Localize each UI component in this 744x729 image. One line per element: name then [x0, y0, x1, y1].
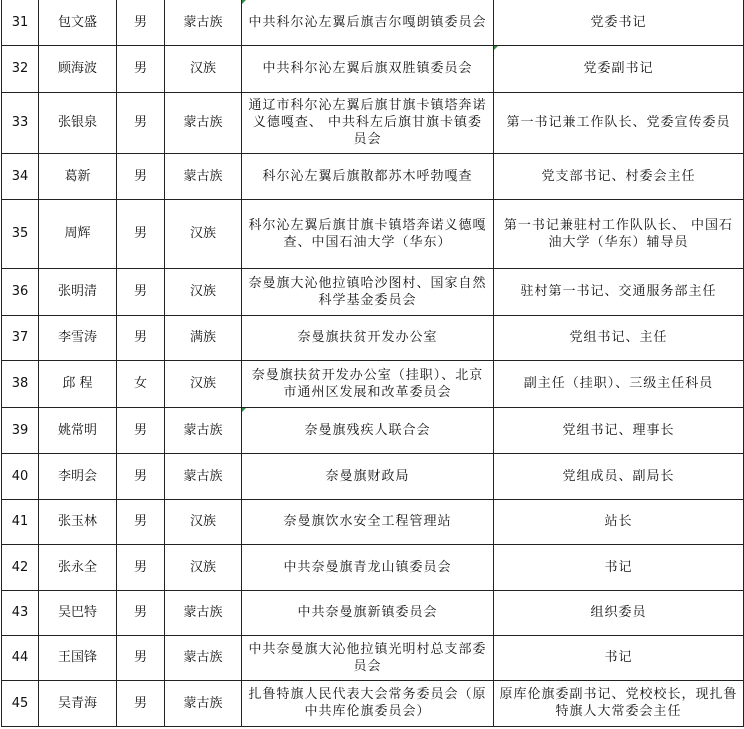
gender: 男: [117, 635, 165, 680]
person-name: 王国锋: [39, 635, 117, 680]
work-unit: 奈曼旗扶贫开发办公室（挂职）、北京市通州区发展和改革委员会: [242, 360, 494, 407]
work-unit: 中共奈曼旗大沁他拉镇光明村总支部委员会: [242, 635, 494, 680]
position: 党组书记、理事长: [494, 407, 744, 453]
person-name: 姚常明: [39, 407, 117, 453]
gender: 男: [117, 199, 165, 268]
ethnicity: 汉族: [165, 499, 242, 544]
row-number: 31: [2, 0, 39, 45]
work-unit: 扎鲁特旗人民代表大会常务委员会（原中共库伦旗委员会）: [242, 680, 494, 726]
gender: 男: [117, 680, 165, 726]
person-name: 张银泉: [39, 92, 117, 153]
table-row: [2, 315, 744, 360]
gender: 男: [117, 590, 165, 635]
gender: 男: [117, 499, 165, 544]
position: 原库伦旗委副书记、党校校长，现扎鲁特旗人大常委会主任: [494, 680, 744, 726]
table-row: [2, 199, 744, 268]
ethnicity: 汉族: [165, 268, 242, 315]
position: 党组书记、主任: [494, 315, 744, 360]
work-unit: 奈曼旗饮水安全工程管理站: [242, 499, 494, 544]
work-unit: 科尔沁左翼后旗甘旗卡镇塔奔诺义德嘎查、中国石油大学（华东）: [242, 199, 494, 268]
person-name: 李雪涛: [39, 315, 117, 360]
row-number: 45: [2, 680, 39, 726]
work-unit: 奈曼旗大沁他拉镇哈沙图村、国家自然科学基金委员会: [242, 268, 494, 315]
person-name: 吴青海: [39, 680, 117, 726]
ethnicity: 汉族: [165, 199, 242, 268]
row-number: 34: [2, 153, 39, 199]
ethnicity: 蒙古族: [165, 590, 242, 635]
position: 党委书记: [494, 0, 744, 45]
position: 第一书记兼驻村工作队队长、 中国石油大学（华东）辅导员: [494, 199, 744, 268]
table-row: [2, 45, 744, 92]
person-name: 顾海波: [39, 45, 117, 92]
ethnicity: 蒙古族: [165, 680, 242, 726]
row-number: 41: [2, 499, 39, 544]
work-unit: 奈曼旗财政局: [242, 453, 494, 499]
work-unit: 中共科尔沁左翼后旗双胜镇委员会: [242, 45, 494, 92]
table-row: [2, 0, 744, 45]
ethnicity: 蒙古族: [165, 92, 242, 153]
row-number: 37: [2, 315, 39, 360]
row-number: 36: [2, 268, 39, 315]
table-row: [2, 499, 744, 544]
person-name: 张永全: [39, 544, 117, 590]
gender: 男: [117, 453, 165, 499]
position: 驻村第一书记、交通服务部主任: [494, 268, 744, 315]
ethnicity: 蒙古族: [165, 0, 242, 45]
table-row: [2, 590, 744, 635]
position: 第一书记兼工作队长、党委宣传委员: [494, 92, 744, 153]
position: 党支部书记、村委会主任: [494, 153, 744, 199]
position: 组织委员: [494, 590, 744, 635]
table-row: [2, 268, 744, 315]
gender: 男: [117, 268, 165, 315]
row-number: 44: [2, 635, 39, 680]
position: 党委副书记: [494, 45, 744, 92]
table-row: [2, 680, 744, 726]
gender: 男: [117, 544, 165, 590]
work-unit: 中共奈曼旗青龙山镇委员会: [242, 544, 494, 590]
ethnicity: 蒙古族: [165, 153, 242, 199]
table-row: [2, 92, 744, 153]
ethnicity: 蒙古族: [165, 453, 242, 499]
table-row: [2, 635, 744, 680]
table-row: [2, 360, 744, 407]
person-name: 包文盛: [39, 0, 117, 45]
gender: 男: [117, 407, 165, 453]
person-name: 张明清: [39, 268, 117, 315]
gender: 女: [117, 360, 165, 407]
row-number: 43: [2, 590, 39, 635]
row-number: 42: [2, 544, 39, 590]
table-row: [2, 407, 744, 453]
work-unit: 科尔沁左翼后旗散都苏木呼勃嘎查: [242, 153, 494, 199]
position: 党组成员、副局长: [494, 453, 744, 499]
ethnicity: 满族: [165, 315, 242, 360]
row-number: 33: [2, 92, 39, 153]
table-row: [2, 453, 744, 499]
person-name: 李明会: [39, 453, 117, 499]
ethnicity: 汉族: [165, 45, 242, 92]
gender: 男: [117, 153, 165, 199]
row-number: 32: [2, 45, 39, 92]
ethnicity: 汉族: [165, 360, 242, 407]
position: 副主任（挂职）、三级主任科员: [494, 360, 744, 407]
row-number: 38: [2, 360, 39, 407]
gender: 男: [117, 315, 165, 360]
gender: 男: [117, 0, 165, 45]
person-name: 张玉林: [39, 499, 117, 544]
person-name: 葛新: [39, 153, 117, 199]
gender: 男: [117, 92, 165, 153]
table-row: [2, 153, 744, 199]
ethnicity: 汉族: [165, 544, 242, 590]
position: 书记: [494, 635, 744, 680]
work-unit: 奈曼旗残疾人联合会: [242, 407, 494, 453]
person-name: 邱 程: [39, 360, 117, 407]
row-number: 40: [2, 453, 39, 499]
gender: 男: [117, 45, 165, 92]
position: 书记: [494, 544, 744, 590]
position: 站长: [494, 499, 744, 544]
ethnicity: 蒙古族: [165, 635, 242, 680]
person-name: 周辉: [39, 199, 117, 268]
person-name: 吴巴特: [39, 590, 117, 635]
ethnicity: 蒙古族: [165, 407, 242, 453]
work-unit: 中共奈曼旗新镇委员会: [242, 590, 494, 635]
personnel-table: [1, 0, 744, 727]
row-number: 39: [2, 407, 39, 453]
row-number: 35: [2, 199, 39, 268]
work-unit: 中共科尔沁左翼后旗吉尔嘎朗镇委员会: [242, 0, 494, 45]
table-row: [2, 544, 744, 590]
work-unit: 奈曼旗扶贫开发办公室: [242, 315, 494, 360]
work-unit: 通辽市科尔沁左翼后旗甘旗卡镇塔奔诺义德嘎查、 中共科左后旗甘旗卡镇委员会: [242, 92, 494, 153]
